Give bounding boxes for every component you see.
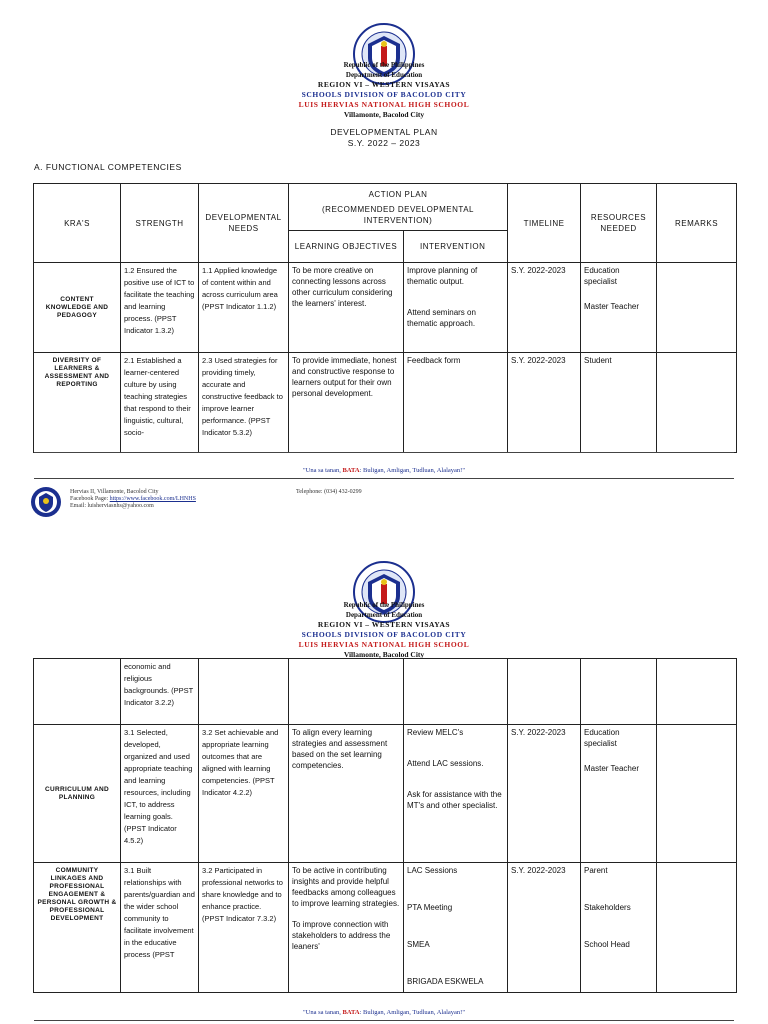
footer-divider [34,478,734,479]
kra-cell: COMMUNITY LINKAGES AND PROFESSIONAL ENGAGEMENT & PERSONAL GROWTH & PROFESSIONAL DEVELOPMENT [34,863,121,993]
republic-text: Republic of the Philippines [343,601,425,609]
remarks-cell [657,863,737,993]
intervention-item: SMEA [407,940,430,949]
title-line1: DEVELOPMENTAL PLAN [330,127,438,137]
strength-cell: economic and religious backgrounds. (PPST Indicator 3.2.2) [121,659,199,725]
action-plan-sub: (RECOMMENDED DEVELOPMENTAL INTERVENTION) [322,204,474,225]
letterhead [0,600,768,660]
resources-cell [581,863,657,993]
intervention-item: BRIGADA ESKWELA [407,977,484,986]
department-text: Department of Education [345,71,423,79]
timeline-cell: S.Y. 2022-2023 [508,263,581,353]
school-seal-icon [30,486,62,518]
header-dev-needs: DEVELOPMENTAL NEEDS [199,184,289,263]
objectives-cell [289,659,404,725]
strength-cell: 2.1 Established a learner-centered culture by using teaching strategies that respond to their linguistic, cultural, socio- [121,353,199,453]
footer-motto [0,467,768,474]
header-timeline: TIMELINE [508,184,581,263]
location-text: Villamonte, Bacolod City [343,650,425,659]
division-text: SCHOOLS DIVISION OF BACOLOD CITY [301,90,467,99]
footer-email: Email: luisherviasnhs@yahoo.com [70,503,154,509]
title-line2: S.Y. 2022 – 2023 [347,138,421,148]
remarks-cell [657,725,737,863]
footer-address: Hervias II, Villamonte, Bacolod City [70,489,159,495]
dev-needs-cell: 2.3 Used strategies for providing timely, accurate and constructive feedback to improve learner performance. (PPST Indicator 5.3.2) [199,353,289,453]
region-text: REGION VI – WESTERN VISAYAS [317,620,451,629]
letterhead [0,60,768,120]
objective-item: To improve connection with stakeholders to address the leaners' [292,920,391,951]
objective-item: To be active in contributing insights and provide helpful feedbacks among colleagues to improve learning strategies. [292,866,400,908]
intervention-item: Improve planning of thematic output. [407,266,478,286]
motto-end: : Buligan, Amligan, Tudluan, Alalayan!" [359,467,465,474]
resources-cell [581,725,657,863]
motto-start: "Una sa tanan, [303,1009,343,1016]
intervention-cell [404,725,508,863]
school-text: LUIS HERVIAS NATIONAL HIGH SCHOOL [298,640,470,649]
facebook-link[interactable]: https://www.facebook.com/LHNHS [109,496,196,502]
school-text: LUIS HERVIAS NATIONAL HIGH SCHOOL [298,100,470,109]
region-text: REGION VI – WESTERN VISAYAS [317,80,451,89]
section-heading: A. FUNCTIONAL COMPETENCIES [34,162,182,172]
intervention-item: LAC Sessions [407,866,458,875]
kra-cell: CURRICULUM AND PLANNING [34,725,121,863]
plan-table [33,183,737,453]
resources-cell: Student [581,353,657,453]
intervention-item: PTA Meeting [407,903,453,912]
resource-item: Stakeholders [584,903,631,912]
table-row [34,659,737,725]
resource-item: Master Teacher [584,302,640,311]
timeline-cell: S.Y. 2022-2023 [508,725,581,863]
intervention-cell [404,659,508,725]
header-strength: STRENGTH [121,184,199,263]
division-text: SCHOOLS DIVISION OF BACOLOD CITY [301,630,467,639]
resource-item: Master Teacher [584,764,639,773]
strength-cell: 3.1 Selected, developed, organized and used appropriate teaching and learning resources, including ICT, to address learning goals. (PPST Indicator 4.5.2) [121,725,199,863]
strength-cell: 1.2 Ensured the positive use of ICT to facilitate the teaching and learning process. (PPST Indicator 1.3.2) [121,263,199,353]
intervention-item: Attend LAC sessions. [407,759,484,768]
motto-end: : Buligan, Amligan, Tudluan, Alalayan!" [359,1009,465,1016]
remarks-cell [657,263,737,353]
header-learning-objectives: LEARNING OBJECTIVES [289,231,404,263]
footer-divider [34,1020,734,1021]
dev-needs-cell: 3.2 Participated in professional networks to share knowledge and to enhance practice. (PPST Indicator 7.3.2) [199,863,289,993]
document-title [0,127,768,149]
table-row [34,863,737,993]
intervention-item: Ask for assistance with the MT's and other specialist. [407,790,502,810]
header-resources: RESOURCES NEEDED [581,184,657,263]
dev-needs-cell [199,659,289,725]
motto-bata: BATA [342,467,360,474]
table-row [34,263,737,353]
footer-phone: Telephone: (034) 432-0299 [296,489,362,495]
resources-cell [581,263,657,353]
objectives-cell: To be more creative on connecting lessons across other curriculum considering the learners' interest. [289,263,404,353]
header-action-plan [289,184,508,231]
resources-cell [581,659,657,725]
timeline-cell: S.Y. 2022-2023 [508,863,581,993]
resource-item: Education specialist [584,266,620,286]
intervention-cell: Feedback form [404,353,508,453]
strength-cell: 3.1 Built relationships with parents/guardian and the wider school community to facilitate involvement in the educative process (PPST [121,863,199,993]
footer-divider [34,452,734,453]
remarks-cell [657,659,737,725]
footer-contact [70,489,196,510]
header-remarks: REMARKS [657,184,737,263]
objectives-cell: To provide immediate, honest and constructive response to learners output for their own personal development. [289,353,404,453]
location-text: Villamonte, Bacolod City [343,110,425,119]
objectives-cell: To align every learning strategies and assessment based on the set learning competencies. [289,725,404,863]
header-kras: KRA'S [34,184,121,263]
resource-item: Parent [584,866,608,875]
dev-needs-cell: 1.1 Applied knowledge of content within and across curriculum area (PPST Indicator 1.1.2) [199,263,289,353]
resource-item: School Head [584,940,630,949]
header-intervention: INTERVENTION [404,231,508,263]
remarks-cell [657,353,737,453]
objectives-cell [289,863,404,993]
fb-label: Facebook Page: [70,496,110,502]
department-text: Department of Education [345,611,423,619]
motto-start: "Una sa tanan, [303,467,343,474]
action-plan-label: ACTION PLAN [368,189,428,199]
kra-cell [34,659,121,725]
timeline-cell: S.Y. 2022-2023 [508,353,581,453]
timeline-cell [508,659,581,725]
dev-needs-cell: 3.2 Set achievable and appropriate learning outcomes that are aligned with learning competencies. (PPST Indicator 4.2.2) [199,725,289,863]
intervention-cell [404,863,508,993]
table-row [34,353,737,453]
motto-bata: BATA [342,1009,360,1016]
plan-table-continued [33,658,737,993]
intervention-item: Attend seminars on thematic approach. [407,308,476,328]
kra-cell: CONTENT KNOWLEDGE AND PEDAGOGY [34,263,121,353]
intervention-item: Review MELC's [407,728,464,737]
republic-text: Republic of the Philippines [343,61,425,69]
resource-item: Education specialist [584,728,620,748]
table-row [34,725,737,863]
kra-cell: DIVERSITY OF LEARNERS & ASSESSMENT AND REPORTING [34,353,121,453]
intervention-cell [404,263,508,353]
footer-motto [0,1009,768,1016]
